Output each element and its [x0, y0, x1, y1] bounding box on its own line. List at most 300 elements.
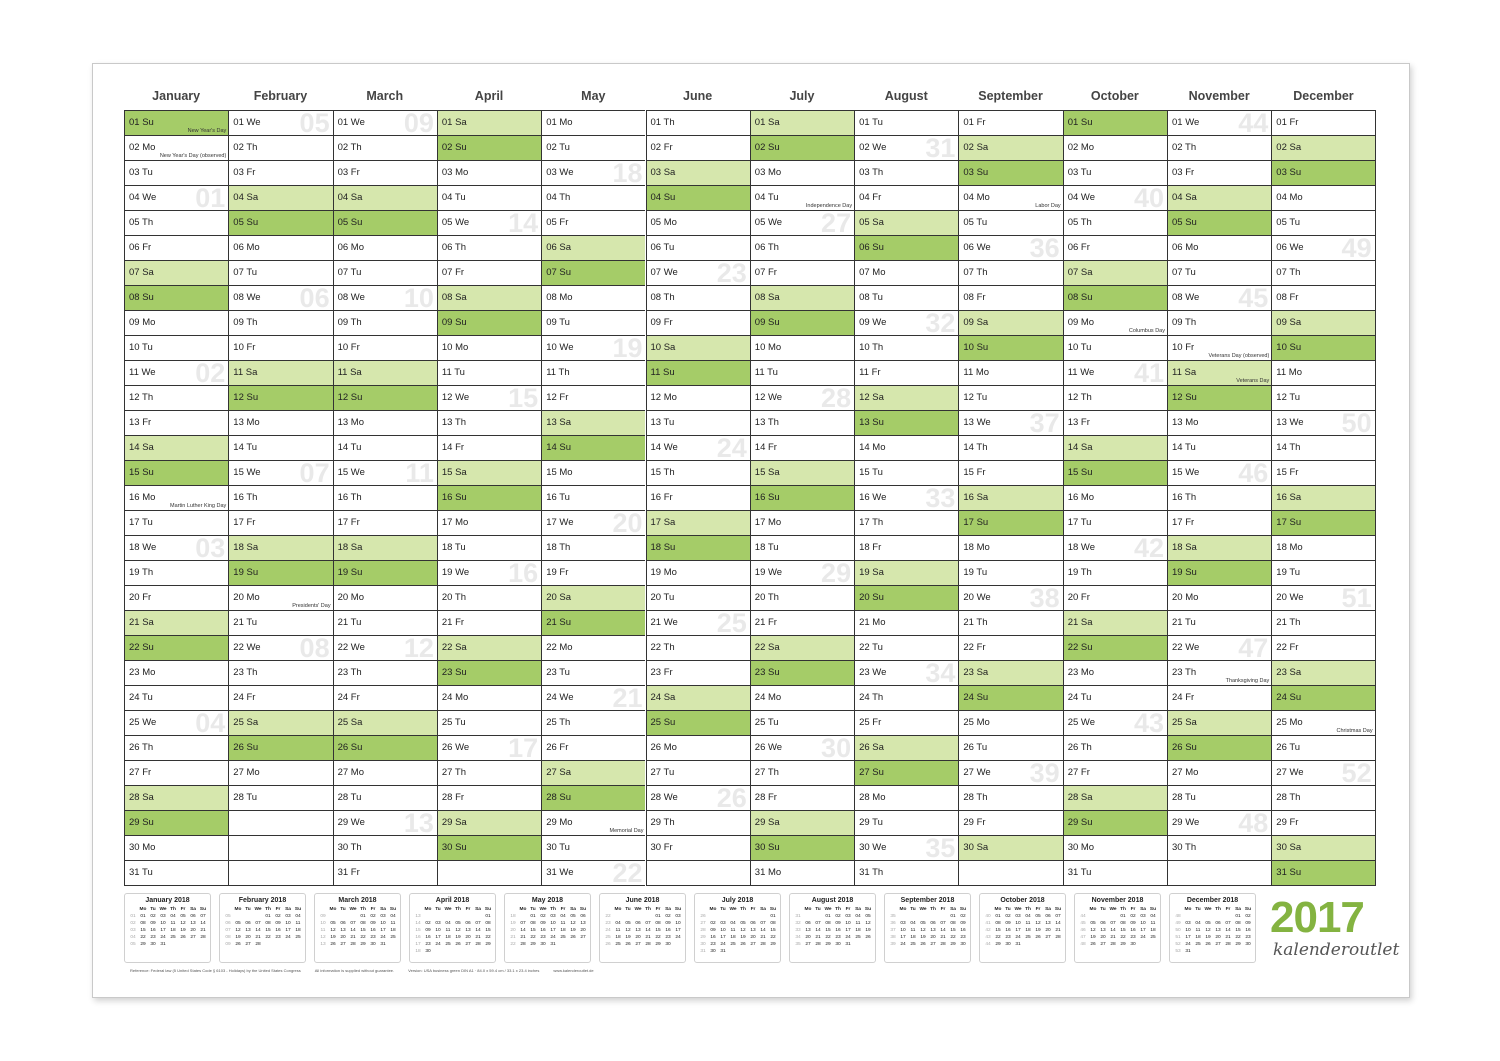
day-cell: 03 Fr	[1168, 161, 1271, 186]
footer-note: All information is supplied without guarantee.	[314, 968, 395, 973]
day-cell: 21 Tu	[229, 611, 332, 636]
day-cell: 12 Th	[125, 386, 228, 411]
day-cell: 23 Su	[751, 661, 854, 686]
day-cell: 25 Mo Christmas Day	[1272, 711, 1374, 736]
week-number: 37	[1029, 408, 1060, 438]
day-cell: 29 Fr	[1272, 811, 1374, 836]
mini-calendar-title: November 2018	[1091, 897, 1144, 904]
day-cell: 16 Sa	[959, 486, 1062, 511]
day-cell: 20 We 51	[1272, 586, 1374, 611]
day-cell: 19 Su	[229, 561, 332, 586]
mini-calendar-week: 52 24 25 26 27 28 29 30	[1175, 942, 1251, 947]
day-cell: 26 Fr	[542, 736, 645, 761]
day-cell: 29 Th	[647, 811, 750, 836]
day-cell: 19 Su	[1168, 561, 1271, 586]
holiday-label: Columbus Day	[1128, 328, 1165, 334]
day-cell: 05 Sa	[855, 211, 958, 236]
day-cell: 17 Fr	[334, 511, 437, 536]
day-cell: 26 We 30	[751, 736, 854, 761]
day-cell: 29 Su	[125, 811, 228, 836]
week-number: 10	[403, 283, 434, 313]
month-days	[333, 110, 437, 886]
week-number: 49	[1341, 233, 1372, 263]
day-cell: 17 Th	[855, 511, 958, 536]
week-number: 28	[821, 383, 852, 413]
day-cell: 25 Tu	[751, 711, 854, 736]
day-cell: 03 We 18	[542, 161, 645, 186]
week-number: 24	[716, 433, 747, 463]
mini-calendar-week: 42 15 16 17 18 19 20 21	[985, 928, 1061, 933]
day-cell: 25 Mo	[959, 711, 1062, 736]
day-cell: 26 Tu	[1272, 736, 1374, 761]
week-number: 13	[403, 808, 434, 838]
day-cell: 28 We 26	[647, 786, 750, 811]
day-cell: 30 Th	[334, 836, 437, 861]
day-cell: 20 Mo Presidents' Day	[229, 586, 332, 611]
day-cell: 05 Su	[1168, 211, 1271, 236]
day-cell: 06 We 49	[1272, 236, 1374, 261]
week-number: 50	[1341, 408, 1372, 438]
day-cell: 25 Sa	[229, 711, 332, 736]
day-cell: 25 Su	[647, 711, 750, 736]
week-number: 06	[299, 283, 330, 313]
day-cell: 29 Sa	[438, 811, 541, 836]
mini-calendar-week: 37 10 11 12 13 14 15 16	[890, 928, 966, 933]
mini-calendar-week: 08 19 20 21 22 23 24 25	[225, 935, 301, 940]
day-cell: 12 Sa	[855, 386, 958, 411]
day-cell: 26 Th	[1064, 736, 1167, 761]
day-cell: 24 Th	[855, 686, 958, 711]
mini-calendar-title: July 2018	[721, 897, 754, 904]
holiday-label: Presidents' Day	[292, 603, 331, 609]
day-cell: 02 Mo	[1064, 136, 1167, 161]
day-cell: 27 Mo	[334, 761, 437, 786]
day-cell: 31 Mo	[751, 861, 854, 886]
day-cell: 24 Fr	[334, 686, 437, 711]
day-cell: 07 Fr	[438, 261, 541, 286]
mini-calendar	[789, 893, 876, 963]
day-cell: 14 Sa	[125, 436, 228, 461]
mini-calendar-week: 53 31	[1175, 949, 1191, 954]
day-cell: 11 Tu	[751, 361, 854, 386]
day-cell: 12 Su	[229, 386, 332, 411]
day-cell: 20 Sa	[542, 586, 645, 611]
day-cell: 16 Su	[751, 486, 854, 511]
day-cell: 17 Su	[1272, 511, 1374, 536]
week-number: 01	[195, 183, 226, 213]
day-cell: 10 Fr Veterans Day (observed)	[1168, 336, 1271, 361]
month-column-november	[1167, 84, 1271, 886]
day-cell: 16 Su	[438, 486, 541, 511]
day-cell: 04 Tu Independence Day	[751, 186, 854, 211]
mini-calendar-weekday-header: Mo Tu We Th Fr Sa Su	[234, 907, 302, 912]
day-cell: 08 Sa	[438, 286, 541, 311]
day-cell: 27 We 52	[1272, 761, 1374, 786]
day-cell: 05 We 14	[438, 211, 541, 236]
day-cell: 04 We 01	[125, 186, 228, 211]
day-cell: 20 Mo	[1168, 586, 1271, 611]
day-cell: 22 Su	[1064, 636, 1167, 661]
mini-calendar	[884, 893, 971, 963]
mini-calendar	[1074, 893, 1161, 963]
day-cell: 20 Fr	[1064, 586, 1167, 611]
empty-day-cell	[229, 861, 332, 886]
day-cell: 22 Sa	[438, 636, 541, 661]
month-column-july	[750, 84, 854, 886]
day-cell: 30 Fr	[647, 836, 750, 861]
day-cell: 03 Su	[959, 161, 1062, 186]
day-cell: 01 Th	[647, 111, 750, 136]
week-number: 41	[1133, 358, 1164, 388]
mini-calendar-week: 35 01 02	[890, 914, 966, 919]
day-cell: 09 Th	[334, 311, 437, 336]
day-cell: 15 Su	[1064, 461, 1167, 486]
month-heading: March	[366, 89, 404, 103]
day-cell: 30 Th	[1168, 836, 1271, 861]
day-cell: 02 Fr	[647, 136, 750, 161]
day-cell: 14 Sa	[1064, 436, 1167, 461]
day-cell: 15 Sa	[438, 461, 541, 486]
day-cell: 31 Fr	[334, 861, 437, 886]
day-cell: 30 Tu	[542, 836, 645, 861]
week-number: 46	[1238, 458, 1269, 488]
mini-calendar-week: 14 02 03 04 05 06 07 08	[415, 921, 491, 926]
day-cell: 21 Tu	[334, 611, 437, 636]
day-cell: 29 We 13	[334, 811, 437, 836]
mini-calendar-weekday-header: Mo Tu We Th Fr Sa Su	[709, 907, 777, 912]
day-cell: 13 We 37	[959, 411, 1062, 436]
day-cell: 19 Tu	[1272, 561, 1374, 586]
mini-calendar-week: 26 25 26 27 28 29 30	[605, 942, 671, 947]
day-cell: 02 We 31	[855, 136, 958, 161]
day-cell: 17 We 20	[542, 511, 645, 536]
day-cell: 13 Sa	[542, 411, 645, 436]
mini-calendar-week: 25 18 19 20 21 22 23 24	[605, 935, 681, 940]
mini-calendar-week: 06 05 06 07 08 09 10 11	[225, 921, 301, 926]
day-cell: 10 Th	[855, 336, 958, 361]
day-cell: 20 Mo	[334, 586, 437, 611]
week-number: 36	[1029, 233, 1060, 263]
week-number: 14	[508, 208, 539, 238]
day-cell: 22 We 08	[229, 636, 332, 661]
day-cell: 09 Sa	[959, 311, 1062, 336]
day-cell: 06 Tu	[647, 236, 750, 261]
mini-calendar-week: 23 04 05 06 07 08 09 10	[605, 921, 681, 926]
day-cell: 27 Sa	[542, 761, 645, 786]
day-cell: 31 We 22	[542, 861, 645, 886]
month-days	[854, 110, 958, 886]
holiday-label: Martin Luther King Day	[170, 503, 227, 509]
month-column-february	[228, 84, 332, 886]
day-cell: 05 Th	[125, 211, 228, 236]
day-cell: 05 We 27	[751, 211, 854, 236]
month-column-october	[1063, 84, 1167, 886]
day-cell: 02 Sa	[1272, 136, 1374, 161]
mini-calendar-week: 39 24 25 26 27 28 29 30	[890, 942, 966, 947]
day-cell: 07 We 23	[647, 261, 750, 286]
mini-calendar-week: 16 16 17 18 19 20 21 22	[415, 935, 491, 940]
day-cell: 27 Su	[855, 761, 958, 786]
month-heading: April	[474, 89, 504, 103]
day-cell: 12 We 15	[438, 386, 541, 411]
day-cell: 17 Mo	[751, 511, 854, 536]
day-cell: 07 Fr	[751, 261, 854, 286]
day-cell: 31 Th	[855, 861, 958, 886]
day-cell: 26 Sa	[855, 736, 958, 761]
day-cell: 11 Sa	[229, 361, 332, 386]
day-cell: 15 Sa	[751, 461, 854, 486]
mini-calendar	[979, 893, 1066, 963]
day-cell: 22 Fr	[959, 636, 1062, 661]
day-cell: 11 Fr	[855, 361, 958, 386]
day-cell: 18 Su	[647, 536, 750, 561]
day-cell: 10 We 19	[542, 336, 645, 361]
mini-calendar-week: 48 01 02	[1175, 914, 1251, 919]
day-cell: 01 Su	[1064, 111, 1167, 136]
mini-calendar-week: 19 07 08 09 10 11 12 13	[510, 921, 586, 926]
holiday-label: Thanksgiving Day	[1225, 678, 1270, 684]
mini-calendar-week: 47 19 20 21 22 23 24 25	[1080, 935, 1156, 940]
mini-calendar-week: 22 28 29 30 31	[510, 942, 556, 947]
day-cell: 17 Mo	[438, 511, 541, 536]
month-column-september	[958, 84, 1062, 886]
empty-day-cell	[438, 861, 541, 886]
day-cell: 08 Tu	[855, 286, 958, 311]
day-cell: 28 Sa	[1064, 786, 1167, 811]
day-cell: 30 Mo	[125, 836, 228, 861]
day-cell: 06 Th	[438, 236, 541, 261]
mini-calendar-title: April 2018	[435, 897, 470, 904]
day-cell: 11 Mo	[959, 361, 1062, 386]
day-cell: 30 Sa	[1272, 836, 1374, 861]
day-cell: 04 Su	[647, 186, 750, 211]
day-cell: 09 Mo Columbus Day	[1064, 311, 1167, 336]
day-cell: 15 Mo	[542, 461, 645, 486]
brand-logo: kalenderoutlet	[1273, 940, 1400, 960]
day-cell: 17 Fr	[1168, 511, 1271, 536]
day-cell: 20 Su	[855, 586, 958, 611]
day-cell: 17 Tu	[125, 511, 228, 536]
week-number: 51	[1341, 583, 1372, 613]
day-cell: 12 Tu	[959, 386, 1062, 411]
day-cell: 22 We 47	[1168, 636, 1271, 661]
mini-calendar-weekday-header: Mo Tu We Th Fr Sa Su	[139, 907, 207, 912]
mini-calendar-week: 44 29 30 31	[985, 942, 1021, 947]
day-cell: 13 We 50	[1272, 411, 1374, 436]
day-cell: 08 Mo	[542, 286, 645, 311]
day-cell: 09 Th	[1168, 311, 1271, 336]
day-cell: 08 Sa	[751, 286, 854, 311]
day-cell: 13 Mo	[334, 411, 437, 436]
day-cell: 19 We 16	[438, 561, 541, 586]
day-cell: 14 Mo	[855, 436, 958, 461]
day-cell: 18 Mo	[959, 536, 1062, 561]
day-cell: 25 We 43	[1064, 711, 1167, 736]
day-cell: 21 Tu	[1168, 611, 1271, 636]
day-cell: 29 Mo Memorial Day	[542, 811, 645, 836]
day-cell: 13 Su	[855, 411, 958, 436]
mini-calendar-title: February 2018	[238, 897, 287, 904]
month-heading: June	[683, 89, 713, 103]
day-cell: 24 Su	[1272, 686, 1374, 711]
mini-calendar	[1169, 893, 1256, 963]
day-cell: 14 We 24	[647, 436, 750, 461]
mini-calendar-week: 09 26 27 28	[225, 942, 261, 947]
month-heading: July	[789, 89, 815, 103]
day-cell: 13 Th	[438, 411, 541, 436]
day-cell: 06 Fr	[1064, 236, 1167, 261]
mini-calendar-week: 04 22 23 24 25 26 27 28	[130, 935, 206, 940]
day-cell: 24 Fr	[1168, 686, 1271, 711]
day-cell: 23 Th	[334, 661, 437, 686]
day-cell: 07 Th	[959, 261, 1062, 286]
mini-calendar-week: 13 01	[415, 914, 491, 919]
day-cell: 15 Th	[647, 461, 750, 486]
year-label: 2017	[1270, 893, 1364, 942]
week-number: 38	[1029, 583, 1060, 613]
week-number: 48	[1238, 808, 1269, 838]
week-number: 45	[1238, 283, 1269, 313]
day-cell: 18 We 03	[125, 536, 228, 561]
day-cell: 08 We 10	[334, 286, 437, 311]
day-cell: 19 Th	[125, 561, 228, 586]
day-cell: 31 Tu	[125, 861, 228, 886]
day-cell: 04 Sa	[334, 186, 437, 211]
footer-note: Reference: Federal law (5 United States Code § 6103 - Holidays) by the United States Congress	[130, 968, 301, 973]
day-cell: 23 Mo	[125, 661, 228, 686]
month-days	[124, 110, 228, 886]
day-cell: 25 Tu	[438, 711, 541, 736]
day-cell: 23 Sa	[959, 661, 1062, 686]
week-number: 30	[821, 733, 852, 763]
day-cell: 19 Sa	[855, 561, 958, 586]
week-number: 17	[508, 733, 539, 763]
week-number: 52	[1341, 758, 1372, 788]
mini-calendar	[314, 893, 401, 963]
day-cell: 16 We 33	[855, 486, 958, 511]
day-cell: 13 Tu	[647, 411, 750, 436]
day-cell: 18 Sa	[229, 536, 332, 561]
day-cell: 03 Fr	[334, 161, 437, 186]
day-cell: 11 Sa Veterans Day	[1168, 361, 1271, 386]
mini-calendar-week: 51 17 18 19 20 21 22 23	[1175, 935, 1251, 940]
mini-calendar-title: August 2018	[811, 897, 854, 904]
day-cell: 04 Sa	[1168, 186, 1271, 211]
day-cell: 11 We 41	[1064, 361, 1167, 386]
day-cell: 25 Fr	[855, 711, 958, 736]
mini-calendar-week: 09 01 02 03 04	[320, 914, 396, 919]
mini-calendar-week: 49 03 04 05 06 07 08 09	[1175, 921, 1251, 926]
day-cell: 27 Mo	[229, 761, 332, 786]
day-cell: 19 We 29	[751, 561, 854, 586]
mini-calendar-week: 36 03 04 05 06 07 08 09	[890, 921, 966, 926]
week-number: 34	[925, 658, 956, 688]
day-cell: 10 Tu	[125, 336, 228, 361]
day-cell: 01 Fr	[1272, 111, 1374, 136]
week-number: 39	[1029, 758, 1060, 788]
month-heading: February	[253, 89, 308, 103]
week-number: 09	[403, 108, 434, 138]
day-cell: 12 Th	[1064, 386, 1167, 411]
day-cell: 01 We 44	[1168, 111, 1271, 136]
day-cell: 28 Fr	[438, 786, 541, 811]
day-cell: 11 Th	[542, 361, 645, 386]
mini-calendar-week: 38 17 18 19 20 21 22 23	[890, 935, 966, 940]
day-cell: 14 Tu	[1168, 436, 1271, 461]
week-number: 27	[821, 208, 852, 238]
holiday-label: Labor Day	[1035, 203, 1061, 209]
mini-calendar-week: 32 06 07 08 09 10 11 12	[795, 921, 871, 926]
month-column-may	[541, 84, 645, 886]
day-cell: 23 Tu	[542, 661, 645, 686]
day-cell: 14 Su	[542, 436, 645, 461]
day-cell: 22 Tu	[855, 636, 958, 661]
day-cell: 21 Su	[542, 611, 645, 636]
day-cell: 21 Sa	[125, 611, 228, 636]
day-cell: 02 Th	[334, 136, 437, 161]
day-cell: 16 Fr	[647, 486, 750, 511]
mini-calendar-title: May 2018	[531, 897, 564, 904]
month-days	[1167, 110, 1271, 886]
day-cell: 04 We 40	[1064, 186, 1167, 211]
day-cell: 29 Sa	[751, 811, 854, 836]
day-cell: 06 Fr	[125, 236, 228, 261]
week-number: 20	[612, 508, 643, 538]
day-cell: 04 Mo Labor Day	[959, 186, 1062, 211]
day-cell: 26 Su	[229, 736, 332, 761]
mini-calendar-week: 41 08 09 10 11 12 13 14	[985, 921, 1061, 926]
holiday-label: Memorial Day	[609, 828, 644, 834]
day-cell: 07 Sa	[1064, 261, 1167, 286]
month-column-march	[333, 84, 437, 886]
mini-calendar-week: 44 01 02 03 04	[1080, 914, 1156, 919]
day-cell: 08 Fr	[959, 286, 1062, 311]
day-cell: 17 Su	[959, 511, 1062, 536]
day-cell: 15 We 46	[1168, 461, 1271, 486]
mini-calendar-weekday-header: Mo Tu We Th Fr Sa Su	[804, 907, 872, 912]
day-cell: 23 Th	[229, 661, 332, 686]
day-cell: 10 Mo	[438, 336, 541, 361]
mini-calendar-week: 43 22 23 24 25 26 27 28	[985, 935, 1061, 940]
day-cell: 06 Mo	[229, 236, 332, 261]
day-cell: 14 Tu	[334, 436, 437, 461]
day-cell: 01 Su New Year's Day	[125, 111, 228, 136]
holiday-label: Veterans Day	[1236, 378, 1270, 384]
day-cell: 11 Mo	[1272, 361, 1374, 386]
day-cell: 07 Sa	[125, 261, 228, 286]
week-number: 26	[716, 783, 747, 813]
day-cell: 24 Tu	[1064, 686, 1167, 711]
mini-calendar	[599, 893, 686, 963]
day-cell: 02 Sa	[959, 136, 1062, 161]
mini-calendar-title: January 2018	[145, 897, 190, 904]
mini-calendar-weekday-header: Mo Tu We Th Fr Sa Su	[519, 907, 587, 912]
day-cell: 11 We 02	[125, 361, 228, 386]
mini-calendar	[409, 893, 496, 963]
holiday-label: Independence Day	[805, 203, 853, 209]
mini-calendar-weekday-header: Mo Tu We Th Fr Sa Su	[329, 907, 397, 912]
day-cell: 06 Th	[751, 236, 854, 261]
day-cell: 19 Su	[334, 561, 437, 586]
day-cell: 15 Tu	[855, 461, 958, 486]
empty-day-cell	[959, 861, 1062, 886]
day-cell: 27 Th	[438, 761, 541, 786]
day-cell: 01 Sa	[438, 111, 541, 136]
day-cell: 25 We 04	[125, 711, 228, 736]
mini-calendar-week: 10 05 06 07 08 09 10 11	[320, 921, 396, 926]
day-cell: 07 Su	[542, 261, 645, 286]
day-cell: 02 Tu	[542, 136, 645, 161]
